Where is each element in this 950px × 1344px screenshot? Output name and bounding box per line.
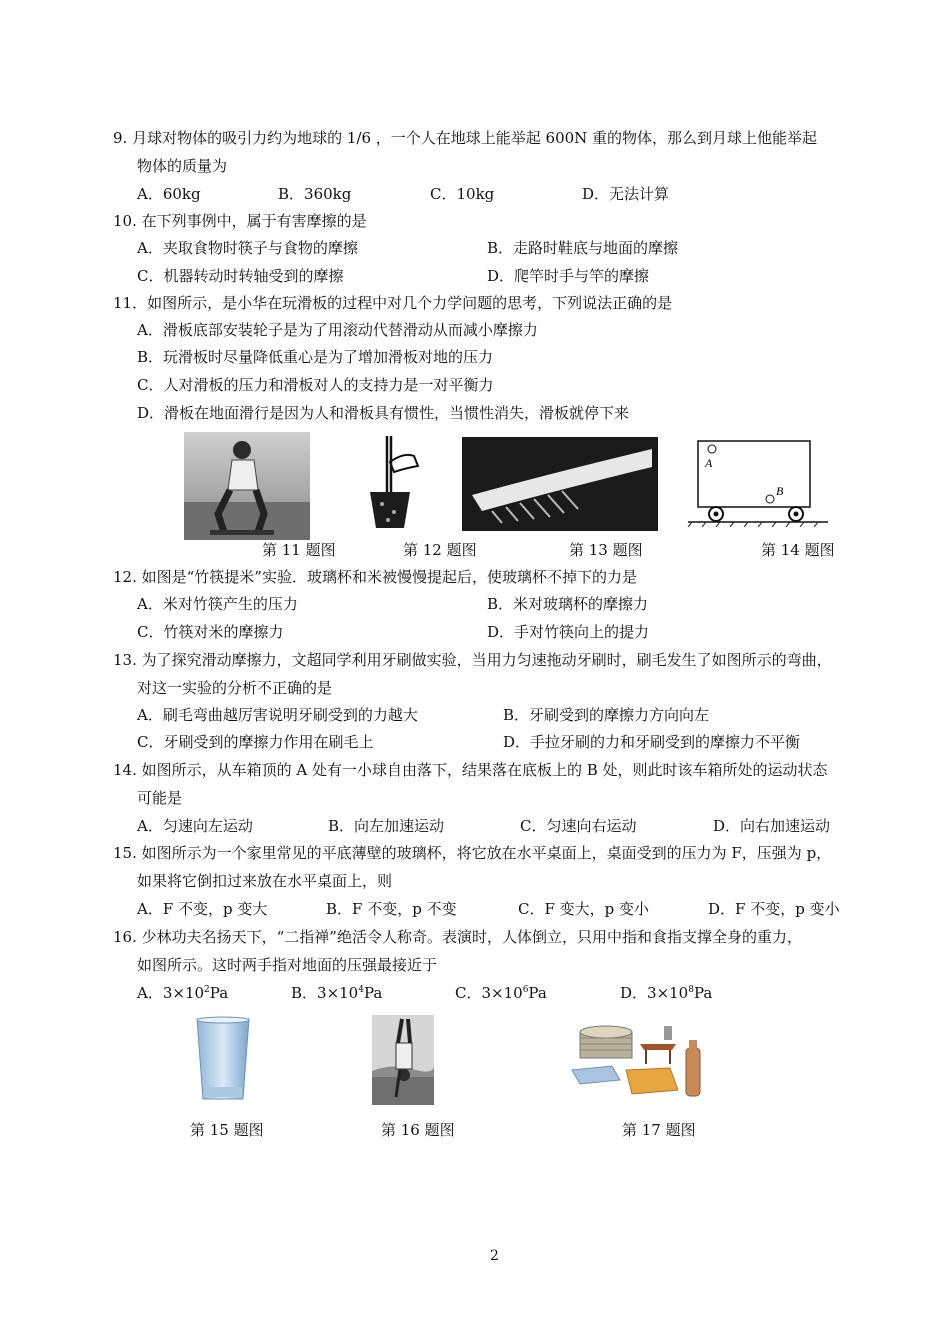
q9-option-a: A．60kg	[137, 185, 201, 203]
q13-option-a: A．刷毛弯曲越厉害说明牙刷受到的力越大	[137, 706, 418, 724]
q14-stem-line2: 可能是	[137, 789, 183, 807]
pressure-objects-figure	[568, 1020, 716, 1102]
q13-option-b: B．牙刷受到的摩擦力方向向左	[503, 706, 710, 724]
caption-fig-17: 第 17 题图	[622, 1121, 696, 1139]
train-carriage-figure	[686, 437, 832, 527]
q15-option-b: B．F 不变，p 不变	[326, 900, 457, 918]
q12-option-d: D．手对竹筷向上的提力	[487, 623, 650, 641]
caption-fig-14: 第 14 题图	[761, 541, 835, 559]
label-b: B	[776, 484, 784, 498]
q14-option-b: B．向左加速运动	[328, 817, 445, 835]
q13-stem-line1: 13. 为了探究滑动摩擦力，文超同学利用牙刷做实验，当用力匀速拖动牙刷时，刷毛发生了如图所示的弯曲，	[113, 651, 832, 669]
chopstick-rice-figure	[360, 432, 424, 532]
q16-option-a: A．$3\times 10^2Pa$	[137, 984, 229, 1002]
q10-stem: 10. 在下列事例中，属于有害摩擦的是	[113, 212, 367, 230]
q16-stem-line1: 16. 少林功夫名扬天下，“二指禅”绝活令人称奇。表演时，人体倒立，只用中指和食指支撑全身的重力，	[113, 928, 802, 946]
q11-stem: 11．如图所示，是小华在玩滑板的过程中对几个力学问题的思考，下列说法正确的是	[113, 294, 673, 312]
handstand-figure	[372, 1015, 434, 1105]
q10-option-c: C．机器转动时转轴受到的摩擦	[137, 267, 344, 285]
q16-stem-line2: 如图所示。这时两手指对地面的压强最接近于	[137, 956, 438, 974]
caption-fig-15: 第 15 题图	[190, 1121, 264, 1139]
q15-option-d: D．F 不变，p 变小	[708, 900, 840, 918]
q16-option-d: D．$3\times 10^8Pa$	[620, 984, 713, 1002]
q9-stem-line2: 物体的质量为	[137, 157, 228, 175]
q14-option-a: A．匀速向左运动	[137, 817, 253, 835]
q12-option-a: A．米对竹筷产生的压力	[137, 595, 298, 613]
q10-option-b: B．走路时鞋底与地面的摩擦	[487, 239, 679, 257]
caption-fig-13: 第 13 题图	[569, 541, 643, 559]
skateboarder-figure	[184, 432, 310, 540]
q9-option-c: C．10kg	[430, 185, 495, 203]
caption-fig-11: 第 11 题图	[262, 541, 336, 559]
q9-stem-line1: 9. 月球对物体的吸引力约为地球的 1/6 ，一个人在地球上能举起 600N 重的物体，那么到月球上他能举起	[113, 129, 818, 147]
page-number: 2	[490, 1248, 499, 1264]
q14-stem-line1: 14. 如图所示，从车箱顶的 A 处有一小球自由落下，结果落在底板上的 B 处，则此时该车箱所处的运动状态	[113, 761, 828, 779]
q11-option-d: D．滑板在地面滑行是因为人和滑板具有惯性，当惯性消失，滑板就停下来	[137, 404, 630, 422]
q14-option-c: C．匀速向右运动	[520, 817, 637, 835]
q11-option-b: B．玩滑板时尽量降低重心是为了增加滑板对地的压力	[137, 348, 494, 366]
q12-option-c: C．竹筷对米的摩擦力	[137, 623, 284, 641]
q13-option-c: C．牙刷受到的摩擦力作用在刷毛上	[137, 733, 374, 751]
q13-option-d: D．手拉牙刷的力和牙刷受到的摩擦力不平衡	[503, 733, 801, 751]
q15-stem-line1: 15. 如图所示为一个家里常见的平底薄壁的玻璃杯，将它放在水平桌面上，桌面受到的压力为 F，压强为 p，	[113, 844, 832, 862]
q16-option-b: B．$3\times 10^4Pa$	[291, 984, 383, 1002]
glass-cup-figure	[193, 1015, 253, 1103]
caption-fig-16: 第 16 题图	[381, 1121, 455, 1139]
q12-stem: 12. 如图是“竹筷提米”实验．玻璃杯和米被慢慢提起后，使玻璃杯不掉下的力是	[113, 568, 637, 586]
q10-option-a: A．夹取食物时筷子与食物的摩擦	[137, 239, 358, 257]
q9-option-b: B．360kg	[278, 185, 352, 203]
caption-fig-12: 第 12 题图	[403, 541, 477, 559]
q11-option-c: C．人对滑板的压力和滑板对人的支持力是一对平衡力	[137, 376, 494, 394]
q14-option-d: D．向右加速运动	[713, 817, 831, 835]
label-a: A	[705, 456, 713, 470]
q12-option-b: B．米对玻璃杯的摩擦力	[487, 595, 649, 613]
q11-option-a: A．滑板底部安装轮子是为了用滚动代替滑动从而减小摩擦力	[137, 321, 538, 339]
q10-option-d: D．爬竿时手与竿的摩擦	[487, 267, 650, 285]
q15-option-a: A．F 不变，p 变大	[137, 900, 268, 918]
q16-option-c: C．$3\times 10^6Pa$	[455, 984, 547, 1002]
toothbrush-figure	[462, 437, 658, 531]
q15-option-c: C．F 变大，p 变小	[518, 900, 650, 918]
q9-option-d: D．无法计算	[582, 185, 670, 203]
q13-stem-line2: 对这一实验的分析不正确的是	[137, 679, 333, 697]
q15-stem-line2: 如果将它倒扣过来放在水平桌面上，则	[137, 872, 393, 890]
